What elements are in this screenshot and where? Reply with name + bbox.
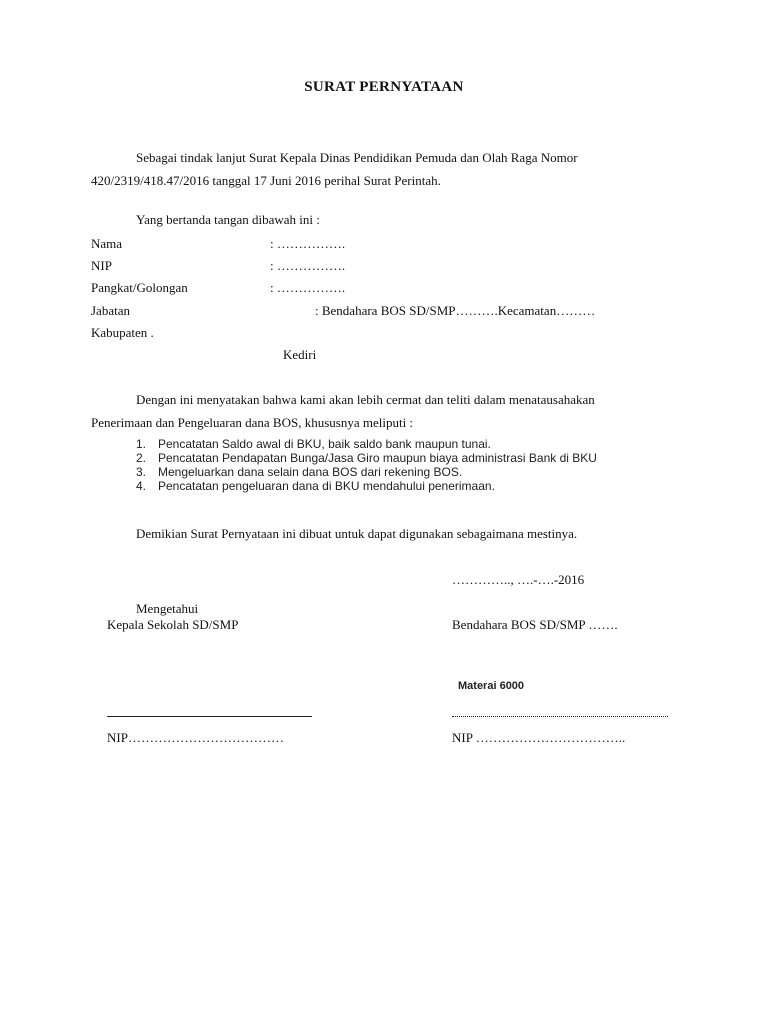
field-value-nama: : ……………. xyxy=(270,236,346,251)
intro-line-1: Sebagai tindak lanjut Surat Kepala Dinas Pendidikan Pemuda dan Olah Raga Nomor xyxy=(136,150,578,165)
field-value-nip: : ……………. xyxy=(270,258,346,273)
list-item xyxy=(136,465,597,479)
mengetahui-label: Mengetahui xyxy=(136,601,199,616)
left-signature-line xyxy=(107,716,312,717)
kabupaten-name: Kediri xyxy=(283,347,317,362)
intro-line-2: 420/2319/418.47/2016 tanggal 17 Juni 2016 perihal Surat Perintah. xyxy=(91,173,441,188)
materai-stamp-label: Materai 6000 xyxy=(458,680,525,692)
jabatan-kabupaten: Kabupaten . xyxy=(91,325,154,340)
right-nip: NIP …………………………….. xyxy=(452,730,626,745)
signatory-intro: Yang bertanda tangan dibawah ini : xyxy=(136,212,320,227)
right-signature-line xyxy=(452,716,668,717)
field-value-jabatan: : Bendahara BOS SD/SMP……….Kecamatan……… xyxy=(315,303,596,318)
left-nip: NIP……………………………… xyxy=(107,730,284,745)
list-item-number: 1. xyxy=(136,437,147,451)
list-item-number: 2. xyxy=(136,451,147,465)
list-item-text: Mengeluarkan dana selain dana BOS dari rekening BOS. xyxy=(158,465,463,479)
list-item xyxy=(136,437,597,451)
closing-statement: Demikian Surat Pernyataan ini dibuat untuk dapat digunakan sebagaimana mestinya. xyxy=(136,526,578,541)
statement-line-1: Dengan ini menyatakan bahwa kami akan lebih cermat dan teliti dalam menatausahakan xyxy=(136,392,595,407)
field-label-nip: NIP xyxy=(91,258,112,273)
field-label-pangkat: Pangkat/Golongan xyxy=(91,280,188,295)
field-label-jabatan: Jabatan xyxy=(91,303,130,318)
list-item-text: Pencatatan Pendapatan Bunga/Jasa Giro maupun biaya administrasi Bank di BKU xyxy=(158,451,597,465)
field-label-nama: Nama xyxy=(91,236,123,251)
field-value-pangkat: : ……………. xyxy=(270,280,346,295)
document-title: SURAT PERNYATAAN xyxy=(304,79,464,95)
obligation-list xyxy=(136,437,597,493)
list-item-number: 3. xyxy=(136,465,147,479)
list-item-text: Pencatatan pengeluaran dana di BKU mendahului penerimaan. xyxy=(158,479,495,493)
list-item-text: Pencatatan Saldo awal di BKU, baik saldo bank maupun tunai. xyxy=(158,437,491,451)
list-item xyxy=(136,451,597,465)
right-signatory-title: Bendahara BOS SD/SMP ……. xyxy=(452,617,618,632)
left-signatory-title: Kepala Sekolah SD/SMP xyxy=(107,617,239,632)
statement-line-2: Penerimaan dan Pengeluaran dana BOS, khususnya meliputi : xyxy=(91,415,414,430)
list-item xyxy=(136,479,597,493)
date-line: ………….., ….-….-2016 xyxy=(452,572,585,587)
list-item-number: 4. xyxy=(136,479,147,493)
